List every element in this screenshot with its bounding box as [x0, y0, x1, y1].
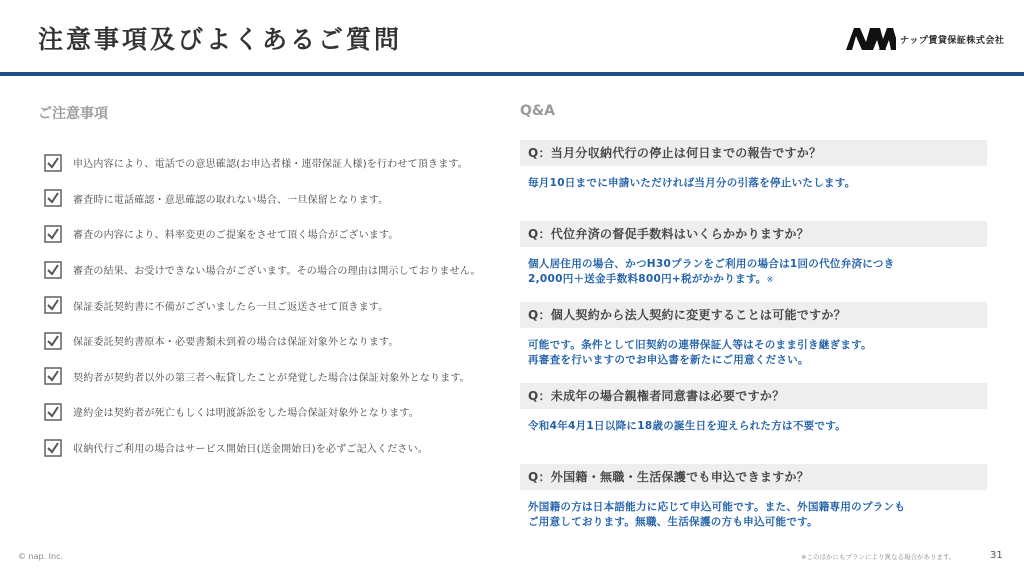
answer-line: 再審査を行いますのでお申込書を新たにご用意ください。 — [528, 354, 809, 366]
company-logo — [846, 28, 1004, 50]
question: Q：個人契約から法人契約に変更することは可能ですか？ — [520, 302, 987, 328]
note-item — [44, 430, 514, 466]
checkbox-checked-icon — [44, 296, 62, 314]
qa-item — [520, 221, 987, 287]
answer-line: 外国籍の方は日本語能力に応じて申込可能です。また、外国籍専用のプランも — [528, 501, 906, 513]
answer-line: 令和4年4月1日以降に18歳の誕生日を迎えられた方は不要です。 — [528, 420, 846, 432]
answer-line: ご用意しております。無職、生活保護の方も申込可能です。 — [528, 516, 818, 528]
question: Q：外国籍・無職・生活保護でも申込できますか？ — [520, 464, 987, 490]
answer-line: 可能です。条件として旧契約の連帯保証人等はそのまま引き継ぎます。 — [528, 339, 872, 351]
note-text: 保証委託契約書原本・必要書類未到着の場合は保証対象外となります。 — [73, 337, 399, 349]
qa-item — [520, 140, 987, 191]
note-item — [44, 252, 514, 288]
notes-list — [44, 145, 514, 465]
note-item — [44, 287, 514, 323]
notes-heading: ご注意事項 — [38, 106, 108, 122]
checkbox-checked-icon — [44, 261, 62, 279]
checkbox-checked-icon — [44, 367, 62, 385]
checkbox-checked-icon — [44, 332, 62, 350]
note-text: 違約金は契約者が死亡もしくは明渡訴訟をした場合保証対象外となります。 — [73, 408, 419, 420]
note-item — [44, 145, 514, 181]
note-item — [44, 359, 514, 395]
answer — [520, 500, 987, 530]
answer — [520, 419, 987, 434]
copyright: © nap. Inc. — [18, 552, 64, 561]
answer-note-mark: ※ — [766, 275, 774, 284]
note-text: 審査時に電話確認・意思確認の取れない場合、一旦保留となります。 — [73, 194, 389, 206]
note-text: 審査の内容により、料率変更のご提案をさせて頂く場合がございます。 — [73, 230, 399, 242]
note-item — [44, 323, 514, 359]
qa-item — [520, 302, 987, 368]
checkbox-checked-icon — [44, 189, 62, 207]
note-text: 契約者が契約者以外の第三者へ転貸したことが発覚した場合は保証対象外となります。 — [73, 372, 470, 384]
answer-line: 個人居住用の場合、かつH30プランをご利用の場合は1回の代位弁済につき — [528, 258, 895, 270]
question: Q：代位弁済の督促手数料はいくらかかりますか？ — [520, 221, 987, 247]
note-item — [44, 181, 514, 217]
checkbox-checked-icon — [44, 439, 62, 457]
nap-logo-icon — [846, 28, 896, 50]
answer — [520, 176, 987, 191]
company-name: ナップ賃貸保証株式会社 — [900, 35, 1005, 46]
checkbox-checked-icon — [44, 154, 62, 172]
note-item — [44, 216, 514, 252]
answer-line: 毎月10日までに申請いただければ当月分の引落を停止いたします。 — [528, 177, 856, 189]
note-text: 審査の結果、お受けできない場合がございます。その場合の理由は開示しておりません。 — [73, 266, 481, 278]
note-text: 申込内容により、電話での意思確認(お申込者様・連帯保証人様)を行わせて頂きます。 — [73, 159, 469, 171]
qa-heading: Q&A — [520, 103, 555, 119]
checkbox-checked-icon — [44, 403, 62, 421]
answer-line: 2,000円＋送金手数料800円+税がかかります。※ — [528, 273, 774, 285]
header-rule — [0, 72, 1024, 76]
note-text: 保証委託契約書に不備がございましたら一旦ご返送させて頂きます。 — [73, 301, 389, 313]
page-title: 注意事項及びよくあるご質問 — [38, 25, 403, 54]
qa-item — [520, 464, 987, 530]
question: Q：未成年の場合親権者同意書は必要ですか？ — [520, 383, 987, 409]
footnote: ※このほかにもプランにより異なる場合があります。 — [801, 553, 956, 561]
header — [0, 0, 1024, 76]
note-text: 収納代行ご利用の場合はサービス開始日(送金開始日)を必ずご記入ください。 — [73, 444, 429, 456]
checkbox-checked-icon — [44, 225, 62, 243]
question: Q：当月分収納代行の停止は何日までの報告ですか？ — [520, 140, 987, 166]
note-item — [44, 394, 514, 430]
answer — [520, 257, 987, 287]
page-number: 31 — [990, 550, 1003, 561]
qa-item — [520, 383, 987, 434]
answer — [520, 338, 987, 368]
